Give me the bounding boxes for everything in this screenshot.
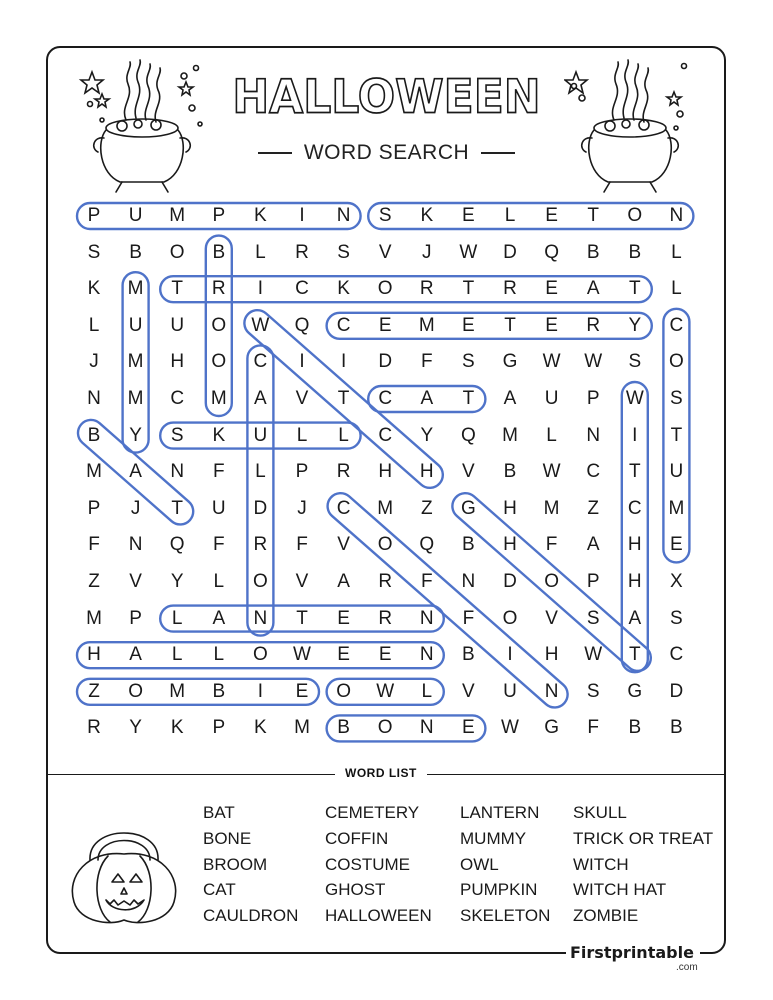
grid-cell[interactable]: M xyxy=(543,497,560,519)
grid-cell[interactable]: O xyxy=(169,241,185,263)
grid-cell[interactable]: M xyxy=(377,497,394,519)
grid-cell[interactable]: J xyxy=(297,497,307,519)
grid-cell[interactable]: M xyxy=(127,388,144,409)
word-list-item: COFFIN xyxy=(325,828,389,848)
grid-cell[interactable]: W xyxy=(376,680,395,702)
grid-cell[interactable]: I xyxy=(299,205,305,226)
word-list-column-4 xyxy=(573,800,713,929)
grid-cell[interactable]: T xyxy=(171,278,183,300)
grid-cell[interactable]: N xyxy=(586,424,601,446)
grid-cell[interactable]: N xyxy=(87,388,101,409)
grid-cell[interactable]: N xyxy=(419,644,434,666)
grid-cell[interactable]: W xyxy=(542,461,561,483)
word-list-item: WITCH HAT xyxy=(573,880,667,900)
grid-cell[interactable]: T xyxy=(628,644,641,666)
grid-cell[interactable]: P xyxy=(87,205,101,226)
grid-cell[interactable]: I xyxy=(632,424,638,446)
grid-cell[interactable]: C xyxy=(669,644,684,666)
grid-cell[interactable]: A xyxy=(628,607,642,629)
grid-cell[interactable]: T xyxy=(337,388,350,409)
grid-cell[interactable]: W xyxy=(584,351,603,373)
grid-cell[interactable]: A xyxy=(337,571,350,592)
grid-cell[interactable]: C xyxy=(336,497,351,519)
grid-cell[interactable]: P xyxy=(212,717,226,739)
grid-cell[interactable]: O xyxy=(377,278,393,300)
grid-cell[interactable]: Z xyxy=(88,571,100,592)
grid-cell[interactable]: V xyxy=(462,680,475,702)
grid-cell[interactable]: M xyxy=(86,607,102,629)
grid-cell[interactable]: T xyxy=(462,388,475,409)
grid-cell[interactable]: K xyxy=(254,717,267,739)
grid-cell[interactable]: E xyxy=(545,205,558,226)
grid-cell[interactable]: N xyxy=(419,717,434,739)
grid-cell[interactable]: B xyxy=(670,717,683,739)
grid-cell[interactable]: E xyxy=(545,278,558,300)
grid-cell[interactable]: L xyxy=(88,314,100,336)
grid-cell[interactable]: N xyxy=(461,571,476,592)
grid-cell[interactable]: E xyxy=(545,314,558,336)
grid-cell[interactable]: K xyxy=(337,278,350,300)
grid-cell[interactable]: E xyxy=(462,314,475,336)
grid-cell[interactable]: E xyxy=(337,644,350,666)
grid-cell[interactable]: F xyxy=(212,461,225,483)
grid-cell[interactable]: J xyxy=(89,351,99,373)
grid-cell[interactable]: S xyxy=(670,607,683,629)
grid-cell[interactable]: H xyxy=(87,644,101,666)
grid-cell[interactable]: D xyxy=(503,571,517,592)
word-list-item: COSTUME xyxy=(325,854,410,874)
grid-cell[interactable]: V xyxy=(129,571,142,592)
grid-cell[interactable]: C xyxy=(378,388,393,409)
grid-cell[interactable]: K xyxy=(254,205,267,226)
word-list-item: GHOST xyxy=(325,880,386,900)
grid-cell[interactable]: R xyxy=(211,278,226,300)
grid-cell[interactable]: R xyxy=(336,461,351,483)
grid-cell[interactable]: A xyxy=(254,388,267,409)
grid-cell[interactable]: R xyxy=(419,278,434,300)
grid-cell[interactable]: S xyxy=(378,205,392,226)
grid-cell[interactable]: V xyxy=(462,461,475,483)
grid-cell[interactable]: F xyxy=(545,534,558,556)
grid-cell[interactable]: A xyxy=(129,644,142,666)
grid-cell[interactable]: C xyxy=(669,314,684,336)
grid-cell[interactable]: A xyxy=(503,388,517,409)
grid-cell[interactable]: O xyxy=(128,680,143,702)
grid-cell[interactable]: W xyxy=(625,388,644,409)
grid-cell[interactable]: G xyxy=(544,717,559,739)
page-title: HALLOWEEN xyxy=(232,70,541,125)
grid-cell[interactable]: C xyxy=(295,278,309,300)
grid-cell[interactable]: L xyxy=(504,205,516,226)
grid-cell[interactable]: P xyxy=(87,497,101,519)
grid-cell[interactable]: E xyxy=(462,205,475,226)
grid-cell[interactable]: I xyxy=(299,351,305,373)
grid-cell[interactable]: B xyxy=(212,241,226,263)
grid-cell[interactable]: M xyxy=(169,205,186,226)
grid-cell[interactable]: B xyxy=(212,680,226,702)
grid-cell[interactable]: I xyxy=(507,644,513,666)
word-list-item: WITCH xyxy=(573,854,629,874)
grid-cell[interactable]: M xyxy=(210,388,227,409)
grid-cell[interactable]: Z xyxy=(587,497,599,519)
grid-cell[interactable]: N xyxy=(544,680,559,702)
word-list-item: PUMPKIN xyxy=(460,880,538,900)
grid-cell[interactable]: B xyxy=(628,717,642,739)
grid-cell[interactable]: U xyxy=(128,205,143,226)
grid-cell[interactable]: O xyxy=(336,680,351,702)
grid-cell[interactable]: T xyxy=(628,278,641,300)
grid-cell[interactable]: L xyxy=(255,241,266,263)
grid-cell[interactable]: E xyxy=(670,534,683,556)
grid-cell[interactable]: L xyxy=(171,644,183,666)
grid-cell[interactable]: V xyxy=(295,388,309,409)
grid-cell[interactable]: B xyxy=(462,534,475,556)
grid-cell[interactable]: S xyxy=(586,680,600,702)
grid-cell[interactable]: O xyxy=(377,534,393,556)
grid-cell[interactable]: W xyxy=(459,241,478,263)
grid-cell[interactable]: E xyxy=(378,314,392,336)
grid-cell[interactable]: F xyxy=(462,607,475,629)
grid-cell[interactable]: U xyxy=(503,680,517,702)
grid-cell[interactable]: T xyxy=(670,424,683,446)
grid-cell[interactable]: M xyxy=(169,680,186,702)
pumpkin-basket-icon xyxy=(60,810,190,935)
grid-cell[interactable]: G xyxy=(627,680,643,702)
grid-cell[interactable]: G xyxy=(502,351,518,373)
grid-cell[interactable]: Q xyxy=(419,534,435,556)
grid-cell[interactable]: T xyxy=(171,497,183,519)
grid-cell[interactable]: B xyxy=(337,717,350,739)
grid-cell[interactable]: S xyxy=(462,351,475,373)
word-list-column-1 xyxy=(203,800,298,929)
grid-cell[interactable]: O xyxy=(211,351,227,373)
grid-cell[interactable]: A xyxy=(212,607,226,629)
grid-cell[interactable]: L xyxy=(171,607,183,629)
grid-cell[interactable]: R xyxy=(378,571,393,592)
grid-cell[interactable]: K xyxy=(170,717,184,739)
grid-cell[interactable]: W xyxy=(251,314,270,336)
grid-cell[interactable]: R xyxy=(253,534,268,556)
grid-cell[interactable]: U xyxy=(170,314,185,336)
grid-cell[interactable]: W xyxy=(293,644,311,666)
grid-cell[interactable]: L xyxy=(421,680,433,702)
grid-cell[interactable]: B xyxy=(87,424,101,446)
word-list-item: BONE xyxy=(203,828,252,848)
word-list-item: SKULL xyxy=(573,803,627,822)
grid-cell[interactable]: L xyxy=(671,241,682,263)
word-list-item: HALLOWEEN xyxy=(325,906,432,926)
grid-cell[interactable]: F xyxy=(420,351,433,373)
grid-cell[interactable]: M xyxy=(127,351,144,373)
grid-cell[interactable]: C xyxy=(586,461,601,483)
grid-cell[interactable]: B xyxy=(129,241,142,263)
grid-cell[interactable]: A xyxy=(586,534,600,556)
grid-cell[interactable]: M xyxy=(127,278,144,300)
grid-cell[interactable]: Q xyxy=(461,424,476,446)
grid-cell[interactable]: B xyxy=(503,461,517,483)
grid-cell[interactable]: Y xyxy=(129,424,142,446)
grid-cell[interactable]: H xyxy=(627,571,642,592)
grid-cell[interactable]: T xyxy=(462,278,475,300)
grid-cell[interactable]: N xyxy=(170,461,185,483)
grid-cell[interactable]: I xyxy=(257,680,264,702)
grid-cell[interactable]: I xyxy=(257,278,264,300)
grid-cell[interactable]: Q xyxy=(169,534,185,556)
grid-cell[interactable]: F xyxy=(212,534,225,556)
grid-cell[interactable]: R xyxy=(295,241,309,263)
grid-cell[interactable]: N xyxy=(336,205,351,226)
grid-cell[interactable]: S xyxy=(337,241,350,263)
grid-cell[interactable]: O xyxy=(544,571,559,592)
grid-cell[interactable]: H xyxy=(627,534,642,556)
grid-cell[interactable]: U xyxy=(211,497,226,519)
grid-cell[interactable]: H xyxy=(544,644,559,666)
grid-cell[interactable]: M xyxy=(668,497,685,519)
word-list-item: MUMMY xyxy=(460,828,527,848)
grid-cell[interactable]: V xyxy=(337,534,350,556)
grid-cell[interactable]: Y xyxy=(420,424,434,446)
grid-cell[interactable]: E xyxy=(378,644,392,666)
grid-cell[interactable]: H xyxy=(419,461,434,483)
grid-cell[interactable]: J xyxy=(130,497,141,519)
grid-cell[interactable]: E xyxy=(337,607,350,629)
grid-cell[interactable]: H xyxy=(503,497,517,519)
grid-cell[interactable]: I xyxy=(340,351,347,373)
brand-tld: .com xyxy=(676,962,698,973)
grid-cell[interactable]: H xyxy=(503,534,517,556)
grid-cell[interactable]: K xyxy=(212,424,226,446)
grid-cell[interactable]: O xyxy=(253,644,268,666)
grid-cell[interactable]: H xyxy=(378,461,393,483)
word-list-label: WORD LIST xyxy=(335,766,427,780)
grid-cell[interactable]: J xyxy=(422,241,432,263)
grid-cell[interactable]: M xyxy=(418,314,435,336)
grid-cell[interactable]: M xyxy=(502,424,518,446)
grid-cell[interactable]: X xyxy=(670,571,683,592)
grid-cell[interactable]: Q xyxy=(294,314,310,336)
grid-cell[interactable]: F xyxy=(587,717,599,739)
grid-cell[interactable]: Y xyxy=(170,571,184,592)
grid-cell[interactable]: B xyxy=(628,241,642,263)
grid-cell[interactable]: C xyxy=(253,351,268,373)
grid-cell[interactable]: G xyxy=(461,497,476,519)
grid-cell[interactable]: L xyxy=(671,278,682,300)
grid-cell[interactable]: O xyxy=(211,314,227,336)
grid-cell[interactable]: O xyxy=(253,571,268,592)
grid-cell[interactable]: Z xyxy=(420,497,433,519)
grid-cell[interactable]: S xyxy=(87,241,101,263)
word-list-item: TRICK OR TREAT xyxy=(573,828,714,848)
grid-cell[interactable]: W xyxy=(501,717,519,739)
grid-cell[interactable]: C xyxy=(378,424,393,446)
word-list-item: SKELETON xyxy=(460,906,551,926)
grid-cell[interactable]: D xyxy=(669,680,684,702)
grid-cell[interactable]: P xyxy=(129,607,142,629)
grid-cell[interactable]: R xyxy=(586,314,601,336)
grid-cell[interactable]: A xyxy=(586,278,600,300)
grid-cell[interactable]: P xyxy=(295,461,309,483)
word-list-item: BROOM xyxy=(203,854,268,874)
grid-cell[interactable]: L xyxy=(255,461,266,483)
word-list-item: BAT xyxy=(203,803,235,822)
grid-cell[interactable]: V xyxy=(295,571,309,592)
grid-cell[interactable]: S xyxy=(628,351,642,373)
grid-cell[interactable]: U xyxy=(253,424,268,446)
grid-cell[interactable]: H xyxy=(170,351,185,373)
grid-cell[interactable]: L xyxy=(296,424,308,446)
grid-cell[interactable]: O xyxy=(669,351,684,373)
grid-cell[interactable]: K xyxy=(420,205,434,226)
grid-cell[interactable]: P xyxy=(586,571,600,592)
grid-cell[interactable]: Q xyxy=(544,241,559,263)
grid-cell[interactable]: L xyxy=(338,424,349,446)
grid-cell[interactable]: B xyxy=(462,644,475,666)
grid-cell[interactable]: T xyxy=(628,461,641,483)
word-list-item: CAT xyxy=(203,880,236,900)
grid-cell[interactable]: P xyxy=(212,205,226,226)
grid-cell[interactable]: O xyxy=(627,205,643,226)
grid-cell[interactable]: W xyxy=(584,644,603,666)
grid-cell[interactable]: L xyxy=(213,644,225,666)
grid-cell[interactable]: C xyxy=(170,388,185,409)
grid-cell[interactable]: D xyxy=(253,497,268,519)
grid-cell[interactable]: N xyxy=(253,607,268,629)
grid-cell[interactable]: D xyxy=(378,351,393,373)
grid-cell[interactable]: Z xyxy=(88,680,100,702)
grid-cell[interactable]: S xyxy=(170,424,184,446)
grid-cell[interactable]: F xyxy=(88,534,100,556)
word-list-item: OWL xyxy=(460,854,499,874)
grid-cell[interactable]: S xyxy=(670,388,683,409)
grid-cell[interactable]: N xyxy=(128,534,143,556)
grid-cell[interactable]: U xyxy=(128,314,143,336)
grid-cell[interactable]: R xyxy=(87,717,101,739)
word-list-column-2 xyxy=(325,800,432,929)
grid-cell[interactable]: L xyxy=(546,424,557,446)
subtitle-text: WORD SEARCH xyxy=(303,141,470,164)
grid-cell[interactable]: O xyxy=(377,717,393,739)
word-list-item: CEMETERY xyxy=(325,803,420,822)
grid-cell[interactable]: R xyxy=(503,278,517,300)
grid-cell[interactable]: M xyxy=(86,461,102,483)
grid-cell[interactable]: N xyxy=(669,205,684,226)
word-list-column-3 xyxy=(460,800,550,929)
grid-cell[interactable]: F xyxy=(420,571,433,592)
grid-cell[interactable]: P xyxy=(586,388,600,409)
grid-cell[interactable]: F xyxy=(296,534,308,556)
grid-cell[interactable]: C xyxy=(336,314,351,336)
grid-cell[interactable]: S xyxy=(586,607,600,629)
grid-cell[interactable]: D xyxy=(503,241,517,263)
grid-cell[interactable]: B xyxy=(586,241,600,263)
grid-cell[interactable]: V xyxy=(545,607,558,629)
grid-cell[interactable]: A xyxy=(129,461,142,483)
grid-cell[interactable]: O xyxy=(502,607,518,629)
grid-cell[interactable]: Y xyxy=(129,717,142,739)
word-list-item: CAULDRON xyxy=(203,906,299,926)
grid-cell[interactable]: E xyxy=(295,680,309,702)
grid-cell[interactable]: T xyxy=(504,314,516,336)
grid-cell[interactable]: T xyxy=(296,607,308,629)
grid-cell[interactable]: C xyxy=(627,497,642,519)
grid-cell[interactable]: T xyxy=(587,205,599,226)
brand-name: Firstprintable xyxy=(566,943,700,962)
grid-cell[interactable]: E xyxy=(462,717,475,739)
grid-cell[interactable]: N xyxy=(419,607,434,629)
grid-cell[interactable]: U xyxy=(669,461,684,483)
grid-cell[interactable]: Y xyxy=(628,314,642,336)
grid-cell[interactable]: U xyxy=(544,388,559,409)
grid-cell[interactable]: M xyxy=(294,717,310,739)
word-list-item: ZOMBIE xyxy=(573,906,639,926)
grid-cell[interactable]: R xyxy=(378,607,393,629)
grid-cell[interactable]: L xyxy=(213,571,225,592)
grid-cell[interactable]: K xyxy=(87,278,101,300)
grid-cell[interactable]: V xyxy=(378,241,392,263)
grid-cell[interactable]: W xyxy=(542,351,561,373)
grid-cell[interactable]: A xyxy=(420,388,434,409)
word-list-item: LANTERN xyxy=(460,803,540,822)
